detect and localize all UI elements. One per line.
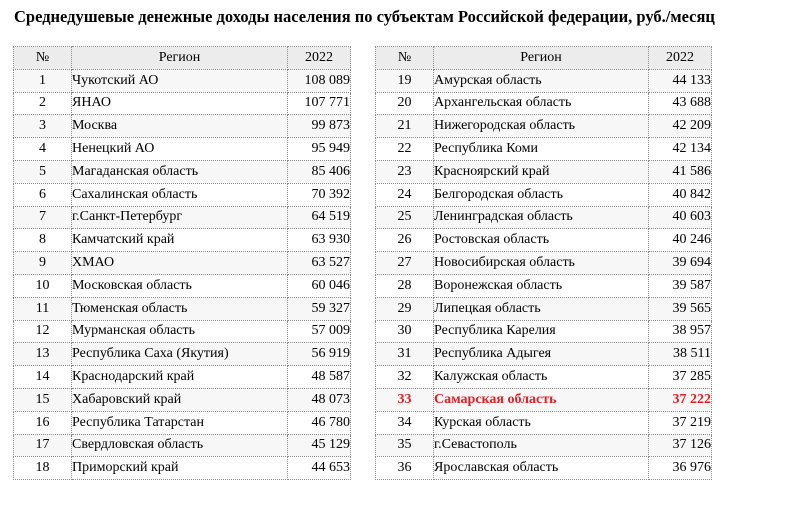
table-row bbox=[14, 138, 351, 161]
table-row bbox=[14, 160, 351, 183]
row-value: 46 780 bbox=[288, 411, 351, 434]
row-number: 18 bbox=[14, 457, 72, 480]
table-row bbox=[376, 411, 712, 434]
header-year: 2022 bbox=[288, 47, 351, 70]
row-number: 16 bbox=[14, 411, 72, 434]
table-row bbox=[14, 297, 351, 320]
row-number: 26 bbox=[376, 229, 434, 252]
row-value: 44 133 bbox=[649, 69, 712, 92]
table-row bbox=[14, 343, 351, 366]
row-region: ХМАО bbox=[72, 252, 288, 275]
row-value: 39 694 bbox=[649, 252, 712, 275]
row-region: Нижегородская область bbox=[434, 115, 649, 138]
table-header-row bbox=[376, 47, 712, 70]
table-row bbox=[14, 229, 351, 252]
table-row bbox=[376, 115, 712, 138]
row-region: Республика Карелия bbox=[434, 320, 649, 343]
table-row bbox=[376, 434, 712, 457]
row-number: 35 bbox=[376, 434, 434, 457]
row-value: 108 089 bbox=[288, 69, 351, 92]
table-row bbox=[376, 320, 712, 343]
row-region: Чукотский АО bbox=[72, 69, 288, 92]
row-region: Воронежская область bbox=[434, 274, 649, 297]
header-num: № bbox=[14, 47, 72, 70]
row-value: 85 406 bbox=[288, 160, 351, 183]
table-row bbox=[376, 183, 712, 206]
row-region: Камчатский край bbox=[72, 229, 288, 252]
row-number: 5 bbox=[14, 160, 72, 183]
row-region: Сахалинская область bbox=[72, 183, 288, 206]
row-region: Магаданская область bbox=[72, 160, 288, 183]
row-value: 42 134 bbox=[649, 138, 712, 161]
row-value: 95 949 bbox=[288, 138, 351, 161]
row-number: 23 bbox=[376, 160, 434, 183]
table-row bbox=[376, 229, 712, 252]
row-region: Республика Коми bbox=[434, 138, 649, 161]
row-number: 6 bbox=[14, 183, 72, 206]
table-row bbox=[376, 388, 712, 411]
row-region: Тюменская область bbox=[72, 297, 288, 320]
table-row bbox=[376, 297, 712, 320]
row-value: 45 129 bbox=[288, 434, 351, 457]
row-region: ЯНАО bbox=[72, 92, 288, 115]
row-value: 41 586 bbox=[649, 160, 712, 183]
row-value: 107 771 bbox=[288, 92, 351, 115]
table-row bbox=[14, 366, 351, 389]
row-value: 48 073 bbox=[288, 388, 351, 411]
row-number: 8 bbox=[14, 229, 72, 252]
row-region: Белгородская область bbox=[434, 183, 649, 206]
row-number: 7 bbox=[14, 206, 72, 229]
table-row bbox=[376, 457, 712, 480]
row-value: 60 046 bbox=[288, 274, 351, 297]
row-value: 48 587 bbox=[288, 366, 351, 389]
row-region: г.Санкт-Петербург bbox=[72, 206, 288, 229]
row-value: 63 930 bbox=[288, 229, 351, 252]
row-value: 37 126 bbox=[649, 434, 712, 457]
row-value: 64 519 bbox=[288, 206, 351, 229]
row-region: Ненецкий АО bbox=[72, 138, 288, 161]
row-number: 22 bbox=[376, 138, 434, 161]
row-number: 4 bbox=[14, 138, 72, 161]
row-value: 40 246 bbox=[649, 229, 712, 252]
row-region: Московская область bbox=[72, 274, 288, 297]
table-row bbox=[14, 457, 351, 480]
row-region: Ленинградская область bbox=[434, 206, 649, 229]
row-region: Липецкая область bbox=[434, 297, 649, 320]
row-region: Самарская область bbox=[434, 388, 649, 411]
table-row bbox=[376, 252, 712, 275]
row-region: Амурская область bbox=[434, 69, 649, 92]
row-region: Мурманская область bbox=[72, 320, 288, 343]
row-number: 33 bbox=[376, 388, 434, 411]
row-number: 10 bbox=[14, 274, 72, 297]
table-header-row bbox=[14, 47, 351, 70]
row-value: 43 688 bbox=[649, 92, 712, 115]
table-body-left bbox=[14, 69, 351, 479]
row-value: 37 222 bbox=[649, 388, 712, 411]
table-row bbox=[14, 320, 351, 343]
row-number: 20 bbox=[376, 92, 434, 115]
row-region: Новосибирская область bbox=[434, 252, 649, 275]
row-value: 38 957 bbox=[649, 320, 712, 343]
table-row bbox=[376, 366, 712, 389]
row-region: Ярославская область bbox=[434, 457, 649, 480]
table-row bbox=[14, 92, 351, 115]
row-value: 63 527 bbox=[288, 252, 351, 275]
row-region: Красноярский край bbox=[434, 160, 649, 183]
row-number: 1 bbox=[14, 69, 72, 92]
row-value: 37 219 bbox=[649, 411, 712, 434]
row-value: 59 327 bbox=[288, 297, 351, 320]
row-number: 9 bbox=[14, 252, 72, 275]
header-year: 2022 bbox=[649, 47, 712, 70]
row-number: 19 bbox=[376, 69, 434, 92]
row-value: 40 842 bbox=[649, 183, 712, 206]
table-row bbox=[14, 115, 351, 138]
row-value: 37 285 bbox=[649, 366, 712, 389]
row-region: Республика Саха (Якутия) bbox=[72, 343, 288, 366]
row-number: 28 bbox=[376, 274, 434, 297]
row-value: 99 873 bbox=[288, 115, 351, 138]
row-value: 36 976 bbox=[649, 457, 712, 480]
table-row bbox=[14, 388, 351, 411]
table-row bbox=[14, 411, 351, 434]
row-region: Свердловская область bbox=[72, 434, 288, 457]
income-table-left bbox=[13, 46, 351, 480]
row-value: 44 653 bbox=[288, 457, 351, 480]
row-region: Республика Татарстан bbox=[72, 411, 288, 434]
row-region: Ростовская область bbox=[434, 229, 649, 252]
row-value: 38 511 bbox=[649, 343, 712, 366]
row-value: 56 919 bbox=[288, 343, 351, 366]
row-number: 21 bbox=[376, 115, 434, 138]
table-row bbox=[376, 92, 712, 115]
table-row bbox=[376, 69, 712, 92]
table-row bbox=[376, 160, 712, 183]
page-title: Среднедушевые денежные доходы населения по субъектам Российской федерации, руб./месяц bbox=[14, 7, 715, 26]
table-row bbox=[376, 138, 712, 161]
table-row bbox=[14, 274, 351, 297]
row-region: Республика Адыгея bbox=[434, 343, 649, 366]
row-region: Калужская область bbox=[434, 366, 649, 389]
row-number: 2 bbox=[14, 92, 72, 115]
row-region: Приморский край bbox=[72, 457, 288, 480]
row-number: 29 bbox=[376, 297, 434, 320]
table-row bbox=[14, 69, 351, 92]
row-number: 34 bbox=[376, 411, 434, 434]
row-value: 42 209 bbox=[649, 115, 712, 138]
table-row bbox=[376, 274, 712, 297]
table-row bbox=[14, 434, 351, 457]
header-num: № bbox=[376, 47, 434, 70]
row-number: 15 bbox=[14, 388, 72, 411]
row-region: г.Севастополь bbox=[434, 434, 649, 457]
row-number: 13 bbox=[14, 343, 72, 366]
row-value: 39 565 bbox=[649, 297, 712, 320]
table-row bbox=[376, 343, 712, 366]
row-region: Краснодарский край bbox=[72, 366, 288, 389]
income-table-right bbox=[375, 46, 712, 480]
row-number: 27 bbox=[376, 252, 434, 275]
row-number: 12 bbox=[14, 320, 72, 343]
table-body-right bbox=[376, 69, 712, 479]
row-number: 32 bbox=[376, 366, 434, 389]
row-region: Хабаровский край bbox=[72, 388, 288, 411]
row-value: 39 587 bbox=[649, 274, 712, 297]
row-number: 11 bbox=[14, 297, 72, 320]
header-region: Регион bbox=[72, 47, 288, 70]
table-row bbox=[14, 183, 351, 206]
row-number: 24 bbox=[376, 183, 434, 206]
row-number: 36 bbox=[376, 457, 434, 480]
row-number: 25 bbox=[376, 206, 434, 229]
row-region: Москва bbox=[72, 115, 288, 138]
row-value: 70 392 bbox=[288, 183, 351, 206]
row-number: 30 bbox=[376, 320, 434, 343]
header-region: Регион bbox=[434, 47, 649, 70]
row-region: Архангельская область bbox=[434, 92, 649, 115]
row-value: 40 603 bbox=[649, 206, 712, 229]
row-number: 3 bbox=[14, 115, 72, 138]
row-region: Курская область bbox=[434, 411, 649, 434]
row-number: 14 bbox=[14, 366, 72, 389]
row-value: 57 009 bbox=[288, 320, 351, 343]
table-row bbox=[14, 252, 351, 275]
table-row bbox=[376, 206, 712, 229]
table-row bbox=[14, 206, 351, 229]
row-number: 17 bbox=[14, 434, 72, 457]
row-number: 31 bbox=[376, 343, 434, 366]
